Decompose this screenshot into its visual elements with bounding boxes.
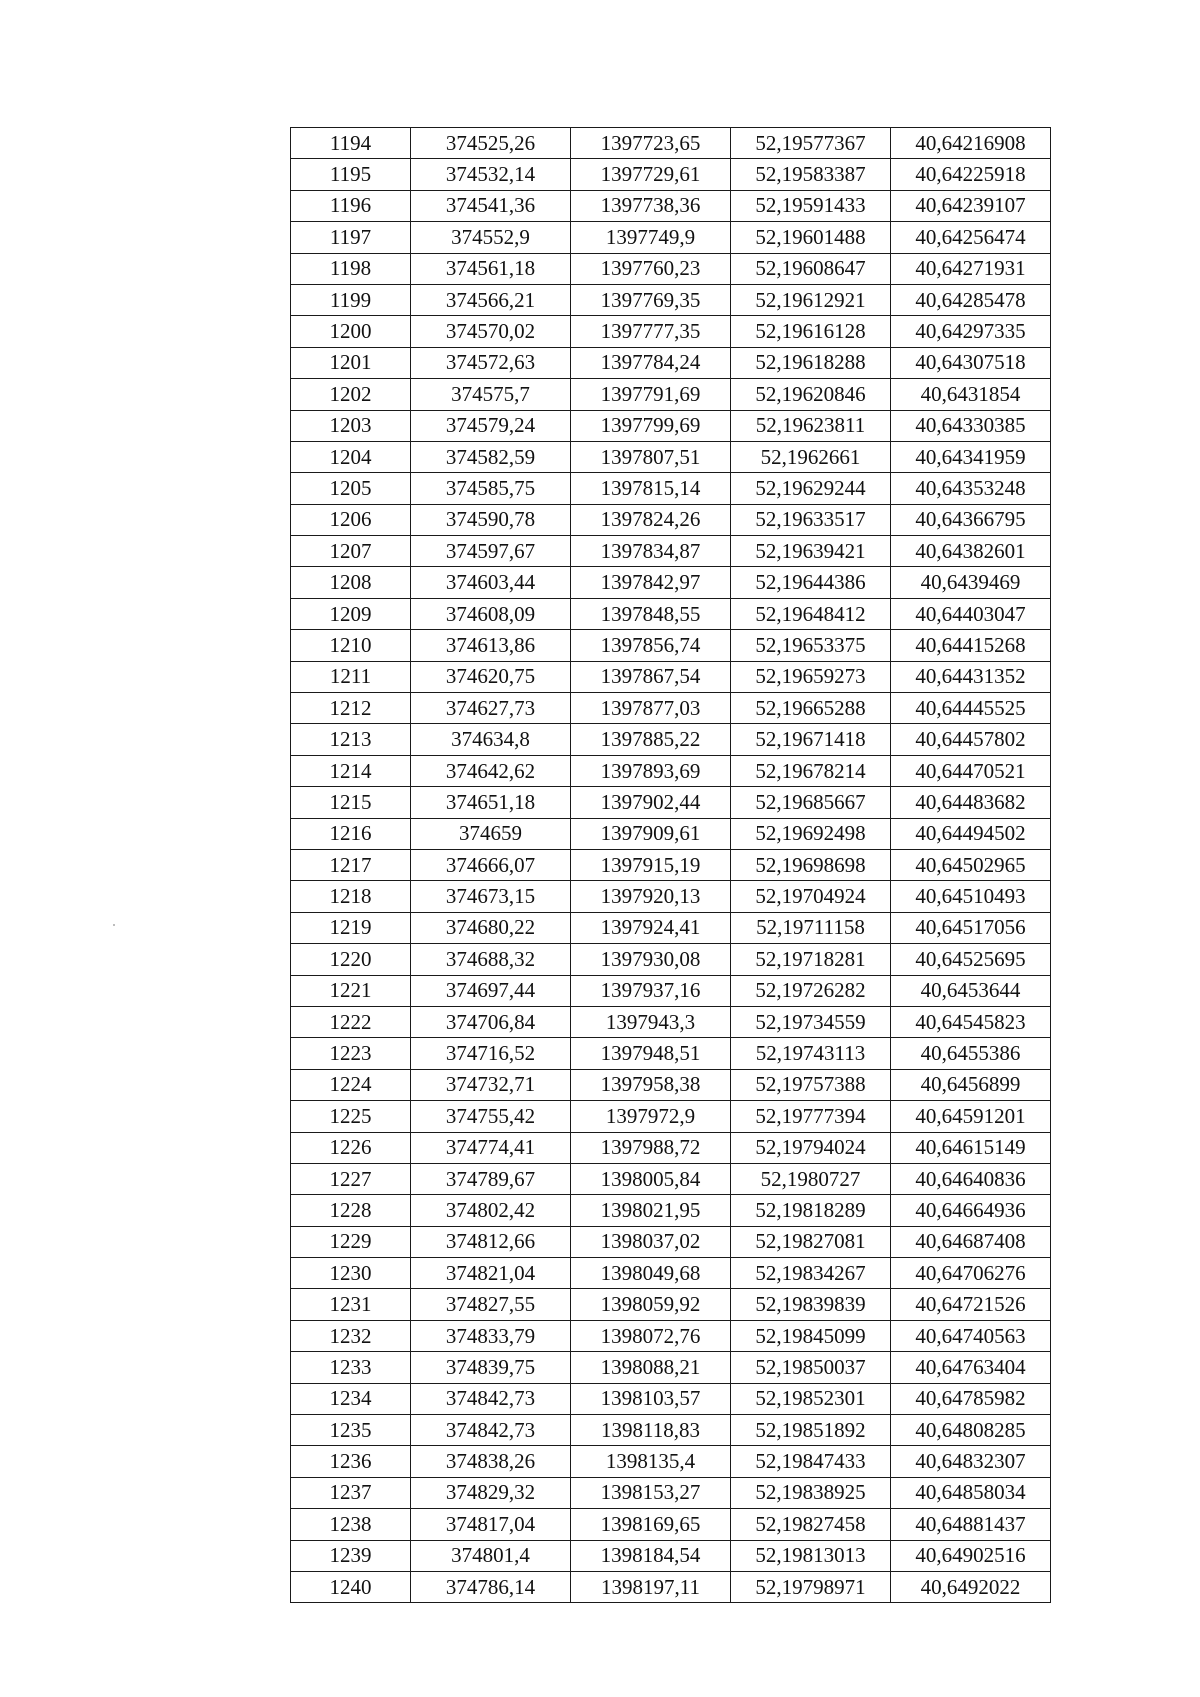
latitude-cell: 52,19616128 [731,316,891,347]
table-row [291,190,1051,221]
latitude-cell: 52,19601488 [731,222,891,253]
latitude-cell: 52,19734559 [731,1006,891,1037]
latitude-cell: 52,19685667 [731,787,891,818]
table-row [291,818,1051,849]
longitude-cell: 40,64239107 [891,190,1051,221]
table-row [291,410,1051,441]
y-coordinate-cell: 1398169,65 [571,1509,731,1540]
longitude-cell: 40,64510493 [891,881,1051,912]
x-coordinate-cell: 374786,14 [411,1571,571,1602]
longitude-cell: 40,64721526 [891,1289,1051,1320]
latitude-cell: 52,19798971 [731,1571,891,1602]
y-coordinate-cell: 1397943,3 [571,1006,731,1037]
point-number-cell: 1237 [291,1477,411,1508]
x-coordinate-cell: 374688,32 [411,944,571,975]
longitude-cell: 40,6492022 [891,1571,1051,1602]
point-number-cell: 1227 [291,1163,411,1194]
table-row [291,1195,1051,1226]
longitude-cell: 40,64664936 [891,1195,1051,1226]
y-coordinate-cell: 1397738,36 [571,190,731,221]
point-number-cell: 1195 [291,159,411,190]
x-coordinate-cell: 374666,07 [411,849,571,880]
longitude-cell: 40,64881437 [891,1509,1051,1540]
y-coordinate-cell: 1397902,44 [571,787,731,818]
latitude-cell: 52,19648412 [731,598,891,629]
y-coordinate-cell: 1397760,23 [571,253,731,284]
table-row [291,1101,1051,1132]
table-row [291,567,1051,598]
scan-speck [113,924,115,926]
table-row [291,1477,1051,1508]
point-number-cell: 1219 [291,912,411,943]
latitude-cell: 52,19633517 [731,504,891,535]
table-row [291,316,1051,347]
y-coordinate-cell: 1397930,08 [571,944,731,975]
point-number-cell: 1216 [291,818,411,849]
longitude-cell: 40,64307518 [891,347,1051,378]
longitude-cell: 40,64366795 [891,504,1051,535]
point-number-cell: 1218 [291,881,411,912]
y-coordinate-cell: 1397784,24 [571,347,731,378]
latitude-cell: 52,19818289 [731,1195,891,1226]
point-number-cell: 1215 [291,787,411,818]
longitude-cell: 40,64687408 [891,1226,1051,1257]
y-coordinate-cell: 1397924,41 [571,912,731,943]
longitude-cell: 40,64225918 [891,159,1051,190]
point-number-cell: 1232 [291,1320,411,1351]
longitude-cell: 40,64415268 [891,630,1051,661]
coordinates-table [290,127,1051,1603]
longitude-cell: 40,64382601 [891,536,1051,567]
table-row [291,598,1051,629]
x-coordinate-cell: 374570,02 [411,316,571,347]
point-number-cell: 1197 [291,222,411,253]
latitude-cell: 52,19644386 [731,567,891,598]
point-number-cell: 1233 [291,1352,411,1383]
latitude-cell: 52,19659273 [731,661,891,692]
latitude-cell: 52,19698698 [731,849,891,880]
point-number-cell: 1199 [291,284,411,315]
x-coordinate-cell: 374827,55 [411,1289,571,1320]
y-coordinate-cell: 1398103,57 [571,1383,731,1414]
x-coordinate-cell: 374608,09 [411,598,571,629]
point-number-cell: 1234 [291,1383,411,1414]
point-number-cell: 1235 [291,1415,411,1446]
latitude-cell: 52,19653375 [731,630,891,661]
table-row [291,504,1051,535]
longitude-cell: 40,64785982 [891,1383,1051,1414]
table-row [291,1352,1051,1383]
table-row [291,755,1051,786]
latitude-cell: 52,19629244 [731,473,891,504]
point-number-cell: 1200 [291,316,411,347]
y-coordinate-cell: 1398021,95 [571,1195,731,1226]
x-coordinate-cell: 374673,15 [411,881,571,912]
latitude-cell: 52,19827081 [731,1226,891,1257]
x-coordinate-cell: 374838,26 [411,1446,571,1477]
x-coordinate-cell: 374582,59 [411,441,571,472]
longitude-cell: 40,64483682 [891,787,1051,818]
y-coordinate-cell: 1397848,55 [571,598,731,629]
point-number-cell: 1194 [291,128,411,159]
x-coordinate-cell: 374566,21 [411,284,571,315]
y-coordinate-cell: 1397834,87 [571,536,731,567]
point-number-cell: 1222 [291,1006,411,1037]
x-coordinate-cell: 374817,04 [411,1509,571,1540]
latitude-cell: 52,19678214 [731,755,891,786]
latitude-cell: 52,19608647 [731,253,891,284]
table-row [291,1132,1051,1163]
point-number-cell: 1201 [291,347,411,378]
point-number-cell: 1221 [291,975,411,1006]
point-number-cell: 1213 [291,724,411,755]
longitude-cell: 40,64706276 [891,1258,1051,1289]
table-row [291,849,1051,880]
latitude-cell: 52,19813013 [731,1540,891,1571]
x-coordinate-cell: 374642,62 [411,755,571,786]
y-coordinate-cell: 1397815,14 [571,473,731,504]
longitude-cell: 40,64256474 [891,222,1051,253]
table-row [291,1226,1051,1257]
latitude-cell: 52,19827458 [731,1509,891,1540]
longitude-cell: 40,64285478 [891,284,1051,315]
table-row [291,284,1051,315]
x-coordinate-cell: 374651,18 [411,787,571,818]
y-coordinate-cell: 1397915,19 [571,849,731,880]
point-number-cell: 1240 [291,1571,411,1602]
table-row [291,379,1051,410]
longitude-cell: 40,6455386 [891,1038,1051,1069]
longitude-cell: 40,64297335 [891,316,1051,347]
x-coordinate-cell: 374561,18 [411,253,571,284]
x-coordinate-cell: 374842,73 [411,1383,571,1414]
x-coordinate-cell: 374659 [411,818,571,849]
y-coordinate-cell: 1397909,61 [571,818,731,849]
table-row [291,1163,1051,1194]
longitude-cell: 40,64457802 [891,724,1051,755]
table-row [291,222,1051,253]
x-coordinate-cell: 374732,71 [411,1069,571,1100]
longitude-cell: 40,64740563 [891,1320,1051,1351]
x-coordinate-cell: 374634,8 [411,724,571,755]
point-number-cell: 1196 [291,190,411,221]
table-row [291,159,1051,190]
latitude-cell: 52,19692498 [731,818,891,849]
table-row [291,1320,1051,1351]
table-row [291,630,1051,661]
latitude-cell: 52,19612921 [731,284,891,315]
longitude-cell: 40,64494502 [891,818,1051,849]
x-coordinate-cell: 374620,75 [411,661,571,692]
x-coordinate-cell: 374821,04 [411,1258,571,1289]
latitude-cell: 52,19794024 [731,1132,891,1163]
x-coordinate-cell: 374680,22 [411,912,571,943]
y-coordinate-cell: 1397807,51 [571,441,731,472]
x-coordinate-cell: 374541,36 [411,190,571,221]
longitude-cell: 40,6453644 [891,975,1051,1006]
y-coordinate-cell: 1397948,51 [571,1038,731,1069]
latitude-cell: 52,19838925 [731,1477,891,1508]
table-row [291,1383,1051,1414]
table-row [291,1415,1051,1446]
point-number-cell: 1208 [291,567,411,598]
y-coordinate-cell: 1398135,4 [571,1446,731,1477]
longitude-cell: 40,64525695 [891,944,1051,975]
longitude-cell: 40,64216908 [891,128,1051,159]
x-coordinate-cell: 374812,66 [411,1226,571,1257]
y-coordinate-cell: 1397885,22 [571,724,731,755]
y-coordinate-cell: 1398197,11 [571,1571,731,1602]
y-coordinate-cell: 1398118,83 [571,1415,731,1446]
latitude-cell: 52,19704924 [731,881,891,912]
y-coordinate-cell: 1398184,54 [571,1540,731,1571]
x-coordinate-cell: 374603,44 [411,567,571,598]
table-row [291,1038,1051,1069]
longitude-cell: 40,64502965 [891,849,1051,880]
point-number-cell: 1198 [291,253,411,284]
table-row [291,1069,1051,1100]
point-number-cell: 1206 [291,504,411,535]
latitude-cell: 52,19851892 [731,1415,891,1446]
table-row [291,787,1051,818]
latitude-cell: 52,19726282 [731,975,891,1006]
longitude-cell: 40,64353248 [891,473,1051,504]
latitude-cell: 52,19639421 [731,536,891,567]
x-coordinate-cell: 374525,26 [411,128,571,159]
longitude-cell: 40,64517056 [891,912,1051,943]
longitude-cell: 40,64403047 [891,598,1051,629]
longitude-cell: 40,64431352 [891,661,1051,692]
y-coordinate-cell: 1397777,35 [571,316,731,347]
y-coordinate-cell: 1397988,72 [571,1132,731,1163]
point-number-cell: 1210 [291,630,411,661]
x-coordinate-cell: 374774,41 [411,1132,571,1163]
table-row [291,1571,1051,1602]
y-coordinate-cell: 1398153,27 [571,1477,731,1508]
longitude-cell: 40,6456899 [891,1069,1051,1100]
longitude-cell: 40,64832307 [891,1446,1051,1477]
point-number-cell: 1214 [291,755,411,786]
point-number-cell: 1226 [291,1132,411,1163]
table-row [291,1289,1051,1320]
point-number-cell: 1217 [291,849,411,880]
longitude-cell: 40,6439469 [891,567,1051,598]
point-number-cell: 1220 [291,944,411,975]
latitude-cell: 52,19620846 [731,379,891,410]
point-number-cell: 1204 [291,441,411,472]
longitude-cell: 40,64271931 [891,253,1051,284]
x-coordinate-cell: 374716,52 [411,1038,571,1069]
longitude-cell: 40,64858034 [891,1477,1051,1508]
y-coordinate-cell: 1397877,03 [571,693,731,724]
latitude-cell: 52,19671418 [731,724,891,755]
table-row [291,1446,1051,1477]
y-coordinate-cell: 1397749,9 [571,222,731,253]
point-number-cell: 1212 [291,693,411,724]
point-number-cell: 1239 [291,1540,411,1571]
x-coordinate-cell: 374572,63 [411,347,571,378]
latitude-cell: 52,19839839 [731,1289,891,1320]
latitude-cell: 52,19618288 [731,347,891,378]
latitude-cell: 52,1980727 [731,1163,891,1194]
table-row [291,347,1051,378]
x-coordinate-cell: 374829,32 [411,1477,571,1508]
point-number-cell: 1205 [291,473,411,504]
point-number-cell: 1230 [291,1258,411,1289]
table-row [291,473,1051,504]
y-coordinate-cell: 1397729,61 [571,159,731,190]
longitude-cell: 40,64545823 [891,1006,1051,1037]
y-coordinate-cell: 1397972,9 [571,1101,731,1132]
table-row [291,912,1051,943]
point-number-cell: 1231 [291,1289,411,1320]
x-coordinate-cell: 374755,42 [411,1101,571,1132]
table-row [291,253,1051,284]
latitude-cell: 52,19577367 [731,128,891,159]
latitude-cell: 52,19852301 [731,1383,891,1414]
y-coordinate-cell: 1398059,92 [571,1289,731,1320]
longitude-cell: 40,6431854 [891,379,1051,410]
x-coordinate-cell: 374585,75 [411,473,571,504]
x-coordinate-cell: 374697,44 [411,975,571,1006]
x-coordinate-cell: 374801,4 [411,1540,571,1571]
y-coordinate-cell: 1397893,69 [571,755,731,786]
point-number-cell: 1225 [291,1101,411,1132]
longitude-cell: 40,64763404 [891,1352,1051,1383]
latitude-cell: 52,1962661 [731,441,891,472]
y-coordinate-cell: 1397867,54 [571,661,731,692]
x-coordinate-cell: 374597,67 [411,536,571,567]
point-number-cell: 1236 [291,1446,411,1477]
x-coordinate-cell: 374802,42 [411,1195,571,1226]
y-coordinate-cell: 1397723,65 [571,128,731,159]
x-coordinate-cell: 374552,9 [411,222,571,253]
table-row [291,724,1051,755]
x-coordinate-cell: 374590,78 [411,504,571,535]
point-number-cell: 1211 [291,661,411,692]
x-coordinate-cell: 374833,79 [411,1320,571,1351]
latitude-cell: 52,19711158 [731,912,891,943]
point-number-cell: 1224 [291,1069,411,1100]
table-row [291,881,1051,912]
latitude-cell: 52,19834267 [731,1258,891,1289]
table-row [291,975,1051,1006]
table-row [291,536,1051,567]
point-number-cell: 1202 [291,379,411,410]
x-coordinate-cell: 374842,73 [411,1415,571,1446]
table-row [291,128,1051,159]
longitude-cell: 40,64640836 [891,1163,1051,1194]
x-coordinate-cell: 374532,14 [411,159,571,190]
latitude-cell: 52,19777394 [731,1101,891,1132]
table-row [291,1540,1051,1571]
longitude-cell: 40,64330385 [891,410,1051,441]
y-coordinate-cell: 1398005,84 [571,1163,731,1194]
point-number-cell: 1207 [291,536,411,567]
latitude-cell: 52,19718281 [731,944,891,975]
point-number-cell: 1229 [291,1226,411,1257]
x-coordinate-cell: 374613,86 [411,630,571,661]
y-coordinate-cell: 1398072,76 [571,1320,731,1351]
latitude-cell: 52,19743113 [731,1038,891,1069]
x-coordinate-cell: 374789,67 [411,1163,571,1194]
y-coordinate-cell: 1398049,68 [571,1258,731,1289]
y-coordinate-cell: 1397769,35 [571,284,731,315]
longitude-cell: 40,64615149 [891,1132,1051,1163]
y-coordinate-cell: 1397958,38 [571,1069,731,1100]
latitude-cell: 52,19665288 [731,693,891,724]
latitude-cell: 52,19847433 [731,1446,891,1477]
y-coordinate-cell: 1397799,69 [571,410,731,441]
y-coordinate-cell: 1398088,21 [571,1352,731,1383]
point-number-cell: 1223 [291,1038,411,1069]
x-coordinate-cell: 374575,7 [411,379,571,410]
longitude-cell: 40,64902516 [891,1540,1051,1571]
y-coordinate-cell: 1397842,97 [571,567,731,598]
latitude-cell: 52,19583387 [731,159,891,190]
table-row [291,441,1051,472]
point-number-cell: 1238 [291,1509,411,1540]
table-row [291,693,1051,724]
y-coordinate-cell: 1397920,13 [571,881,731,912]
latitude-cell: 52,19623811 [731,410,891,441]
longitude-cell: 40,64591201 [891,1101,1051,1132]
y-coordinate-cell: 1397856,74 [571,630,731,661]
x-coordinate-cell: 374839,75 [411,1352,571,1383]
y-coordinate-cell: 1397937,16 [571,975,731,1006]
y-coordinate-cell: 1397824,26 [571,504,731,535]
longitude-cell: 40,64470521 [891,755,1051,786]
point-number-cell: 1228 [291,1195,411,1226]
table-row [291,1258,1051,1289]
table-row [291,1509,1051,1540]
longitude-cell: 40,64341959 [891,441,1051,472]
latitude-cell: 52,19757388 [731,1069,891,1100]
y-coordinate-cell: 1397791,69 [571,379,731,410]
latitude-cell: 52,19591433 [731,190,891,221]
point-number-cell: 1209 [291,598,411,629]
point-number-cell: 1203 [291,410,411,441]
table-row [291,1006,1051,1037]
x-coordinate-cell: 374627,73 [411,693,571,724]
x-coordinate-cell: 374579,24 [411,410,571,441]
latitude-cell: 52,19845099 [731,1320,891,1351]
latitude-cell: 52,19850037 [731,1352,891,1383]
coordinates-table-body [291,128,1051,1603]
x-coordinate-cell: 374706,84 [411,1006,571,1037]
y-coordinate-cell: 1398037,02 [571,1226,731,1257]
table-row [291,661,1051,692]
longitude-cell: 40,64445525 [891,693,1051,724]
longitude-cell: 40,64808285 [891,1415,1051,1446]
table-row [291,944,1051,975]
